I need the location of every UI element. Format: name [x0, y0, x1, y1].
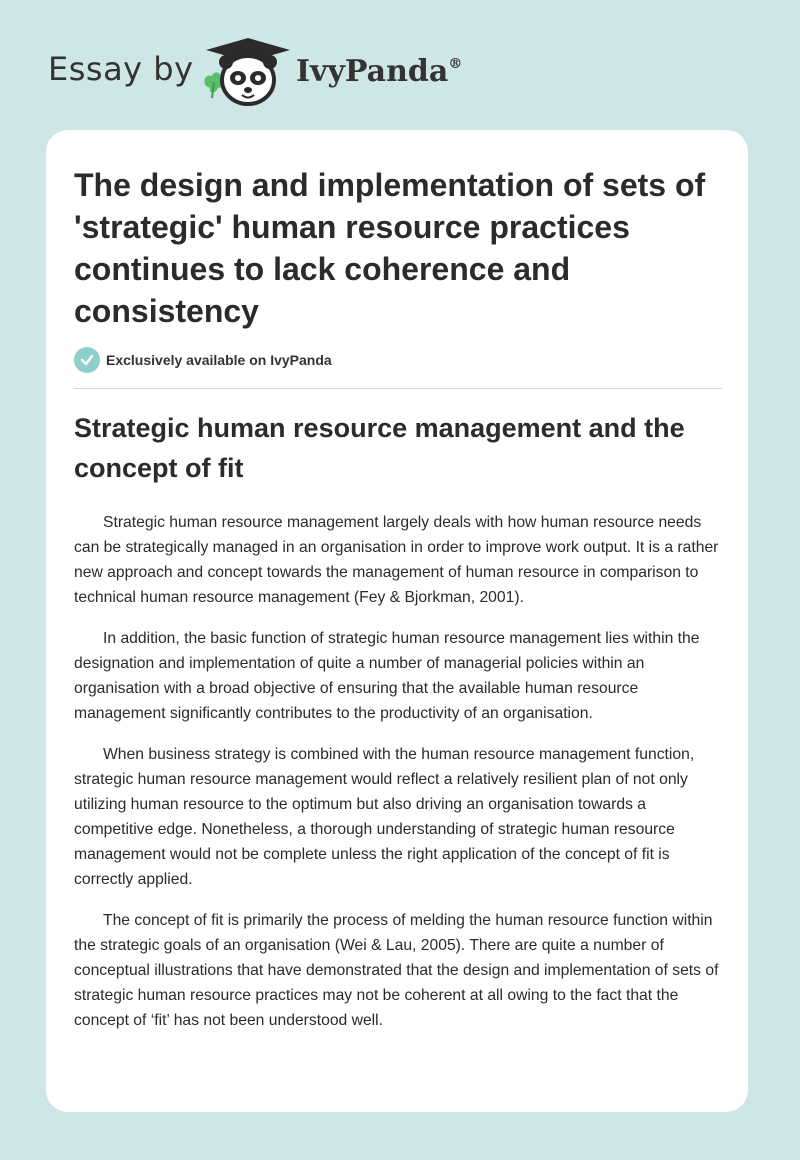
page-title: The design and implementation of sets of 'strategic' human resource practices continues to lack coherence and consistency — [74, 167, 706, 329]
paragraph: When business strategy is combined with the human resource management function, strategic human resource management would reflect a relatively resilient plan of not only utilizing human resource to the optimum but also driving an organisation towards a competitive edge. Nonetheless, a thorough understanding of strategic human resource management would not be complete unless the right application of the concept of fit is correctly applied. — [74, 746, 695, 888]
paragraph: In addition, the basic function of strategic human resource management lies within the designation and implementation of quite a number of managerial policies within an organisation with a broad objective of ensuring that the available human resource management significantly contributes to the productivity of an organisation. — [74, 630, 700, 722]
panda-graduate-icon[interactable] — [200, 36, 296, 108]
brand-name[interactable] — [296, 54, 462, 89]
paragraph: The concept of fit is primarily the process of melding the human resource function within the strategic goals of an organisation (Wei & Lau, 2005). There are quite a number of conceptual illustrations that have demonstrated that the design and implementation of sets of strategic human resource practices may not be coherent at all owing to the fact that the concept of ‘fit’ has not been understood well. — [74, 912, 719, 1029]
registered-mark: ® — [448, 56, 463, 72]
article-card — [46, 130, 748, 1112]
exclusive-badge — [74, 346, 332, 374]
article-body — [74, 510, 726, 1049]
essay-by-label: Essay by — [48, 50, 194, 88]
exclusive-label: Exclusively available on IvyPanda — [106, 352, 332, 368]
section-heading: Strategic human resource management and the concept of fit — [74, 413, 685, 483]
brand-label: IvyPanda — [296, 54, 449, 89]
site-header — [0, 0, 800, 130]
divider — [74, 388, 722, 389]
check-circle-icon — [74, 347, 100, 373]
paragraph: Strategic human resource management largely deals with how human resource needs can be strategically managed in an organisation in order to improve work output. It is a rather new approach and concept towards the management of human resource in comparison to technical human resource management (Fey & Bjorkman, 2001). — [74, 514, 719, 606]
